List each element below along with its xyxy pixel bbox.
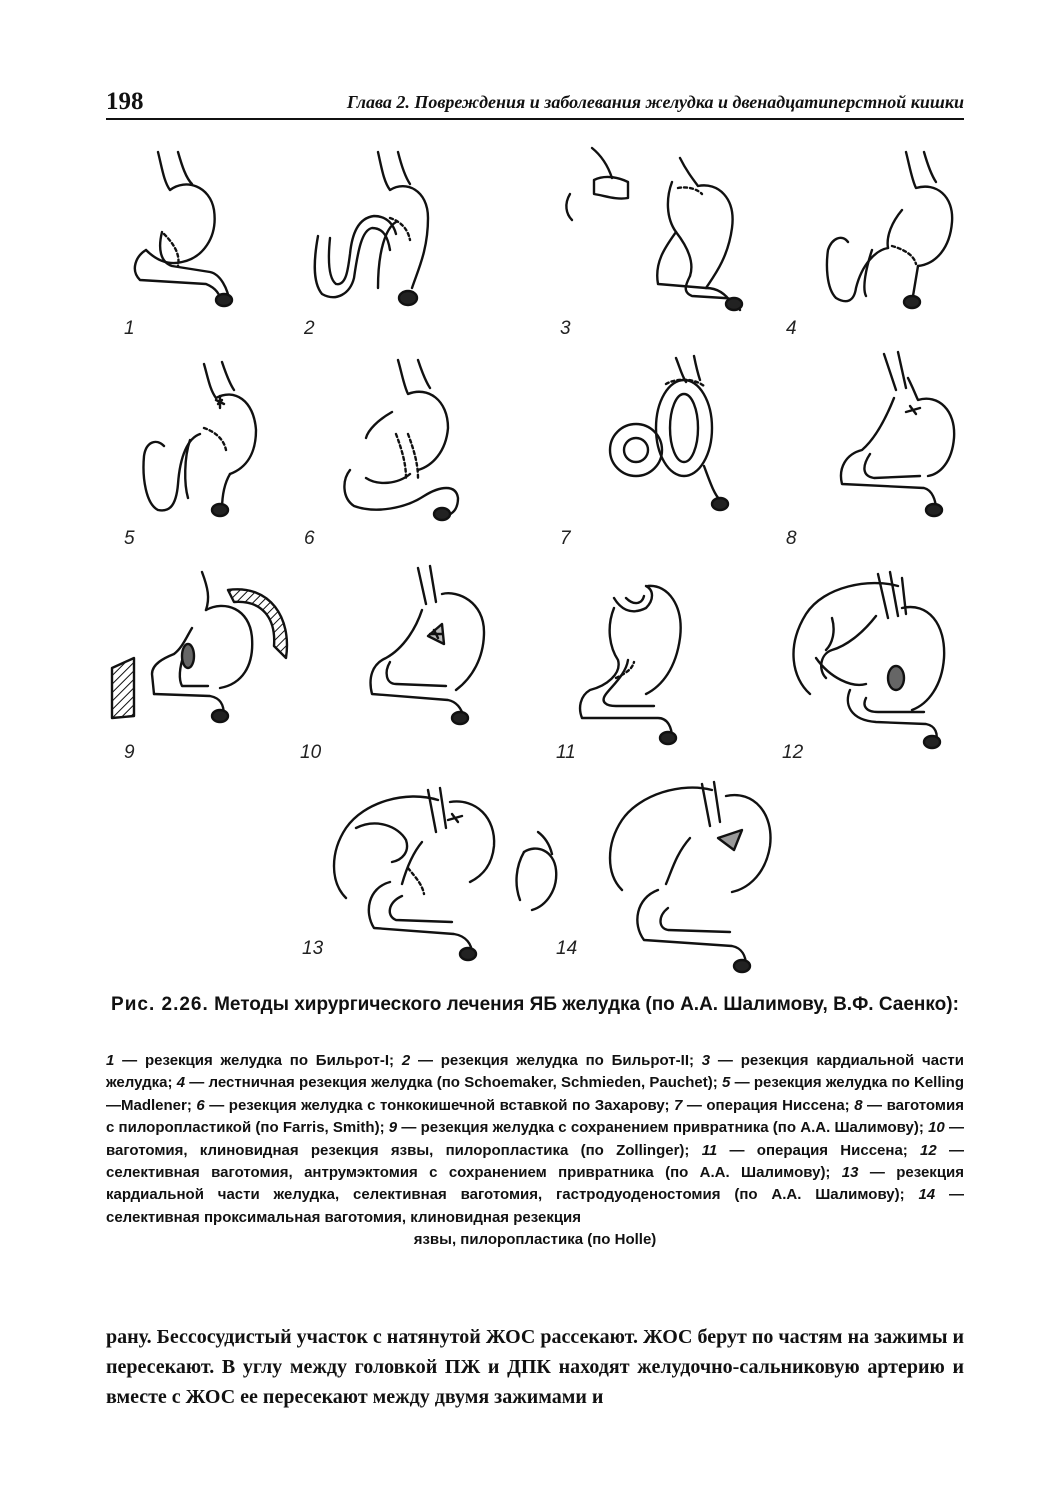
legend-item-number: 1 <box>106 1052 115 1069</box>
legend-item-text: резекция желудка с сохранением привратника (по А.А. Шалимову); <box>420 1119 924 1137</box>
legend-last-line: язвы, пилоропластика (по Holle) <box>413 1231 657 1249</box>
legend-item-text: резекция желудка по Kelling—Madlener; <box>106 1074 964 1114</box>
figure-label-4: 4 <box>786 318 797 339</box>
diagram-4 <box>827 152 952 308</box>
figure-legend <box>106 1050 964 1252</box>
figure-caption <box>106 993 964 1017</box>
figure-label-1: 1 <box>124 318 135 339</box>
figure-label-5: 5 <box>124 528 135 549</box>
legend-item: 4 — лестничная резекция желудка (по Schoemaker, Schmieden, Pauchet); <box>176 1074 718 1092</box>
diagram-5 <box>144 362 256 516</box>
figure-label-13: 13 <box>302 938 324 959</box>
figure-id: Рис. 2.26. <box>111 994 209 1015</box>
legend-item-number: 4 <box>176 1074 186 1092</box>
legend-item-text: операция Ниссена; <box>756 1141 908 1159</box>
diagram-12 <box>794 572 945 748</box>
legend-item-number: 12 <box>920 1141 937 1159</box>
figure-surgical-methods <box>106 138 970 978</box>
figure-label-9: 9 <box>124 742 135 763</box>
legend-item: 2 — резекция желудка по Бильрот-II; <box>401 1052 694 1069</box>
legend-item: 1 — резекция желудка по Бильрот-I; <box>106 1052 395 1069</box>
diagram-7 <box>610 356 728 510</box>
legend-item-number: 2 <box>401 1052 411 1069</box>
diagram-10 <box>371 566 484 724</box>
legend-item: 8 — ваготомия с пилоропластикой (по Farris, Smith); <box>106 1096 964 1137</box>
diagram-1 <box>135 152 232 306</box>
figure-label-6: 6 <box>304 528 315 549</box>
legend-item-number: 9 <box>388 1119 398 1137</box>
legend-item-text: резекция кардиальной части желудка; <box>106 1052 964 1092</box>
figure-title: Методы хирургического лечения ЯБ желудка (по А.А. Шалимову, В.Ф. Саенко): <box>214 994 959 1015</box>
figure-label-12: 12 <box>782 742 804 763</box>
body-paragraph: рану. Бессосудистый участок с натянутой ЖОС рассекают. ЖОС берут по частям на зажимы и пересекают. В углу между головкой ПЖ и ДПК находят желудочно-сальниковую артерию и вместе с ЖОС ее пересекают между двумя зажимами и <box>106 1326 964 1408</box>
figure-label-3: 3 <box>560 318 571 339</box>
figure-label-7: 7 <box>560 528 571 549</box>
legend-item: 10 — ваготомия, клиновидная резекция язвы, пилоропластика (по Zollinger); <box>106 1119 964 1159</box>
diagram-6 <box>344 360 458 520</box>
legend-item-text: резекция желудка по Бильрот-I; <box>144 1052 395 1069</box>
legend-item: 6 — резекция желудка с тонкокишечной вставкой по Захарову; <box>196 1096 670 1114</box>
legend-item-text: селективная ваготомия, антрумэктомия с сохранением привратника (по А.А. Шалимову); <box>106 1164 831 1182</box>
figure-label-14: 14 <box>556 938 578 959</box>
diagram-2 <box>315 152 428 305</box>
legend-item: 9 — резекция желудка с сохранением привратника (по А.А. Шалимову); <box>388 1119 924 1137</box>
legend-item-number: 6 <box>196 1096 205 1114</box>
legend-item-text: резекция желудка по Бильрот-II; <box>440 1052 694 1069</box>
diagram-14 <box>517 782 771 972</box>
legend-item: 13 — резекция кардиальной части желудка, селективная ваготомия, гастродуоденостомия (по А.А. Шалимову); <box>106 1164 965 1204</box>
legend-item-number: 11 <box>701 1141 718 1159</box>
page-number: 198 <box>106 88 144 115</box>
legend-items <box>106 1052 964 1226</box>
diagram-11 <box>580 586 681 744</box>
legend-item-text: селективная проксимальная ваготомия, клиновидная резекция <box>106 1208 582 1226</box>
figure-label-11: 11 <box>556 742 576 763</box>
legend-item-number: 7 <box>674 1096 683 1114</box>
legend-item-number: 14 <box>918 1186 936 1204</box>
diagram-13 <box>334 788 494 960</box>
legend-item-number: 13 <box>841 1164 859 1182</box>
legend-item: 3 — резекция кардиальной части желудка; <box>106 1052 964 1092</box>
legend-item-number: 10 <box>928 1119 945 1137</box>
figure-drawings <box>106 138 970 978</box>
legend-item: 7 — операция Ниссена; <box>674 1096 850 1114</box>
legend-item-number: 8 <box>854 1096 863 1114</box>
legend-item-number: 3 <box>701 1052 711 1069</box>
diagram-8 <box>841 352 954 516</box>
diagram-3 <box>566 148 742 310</box>
chapter-title: Глава 2. Повреждения и заболевания желудка и двенадцатиперстной кишки <box>346 92 964 112</box>
legend-item-text: резекция кардиальной части желудка, селективная ваготомия, гастродуоденостомия (по А.А. Шалимову); <box>106 1164 965 1204</box>
figure-label-10: 10 <box>300 742 322 763</box>
legend-item-text: операция Ниссена; <box>706 1096 850 1114</box>
page-header <box>106 88 964 120</box>
legend-item: 5 — резекция желудка по Kelling—Madlener; <box>106 1074 964 1114</box>
diagram-9 <box>112 572 287 722</box>
figure-label-8: 8 <box>786 528 797 549</box>
legend-item-number: 5 <box>722 1074 731 1092</box>
legend-item: 11 — операция Ниссена; <box>701 1141 908 1159</box>
legend-item-text: ваготомия, клиновидная резекция язвы, пилоропластика (по Zollinger); <box>106 1141 690 1159</box>
legend-item-text: ваготомия с пилоропластикой (по Farris, Smith); <box>106 1096 964 1137</box>
figure-label-2: 2 <box>304 318 315 339</box>
legend-item: 12 — селективная ваготомия, антрумэктомия с сохранением привратника (по А.А. Шалимову); <box>106 1141 964 1182</box>
legend-item: 14 — селективная проксимальная ваготомия, клиновидная резекция <box>106 1186 964 1226</box>
legend-item-text: резекция желудка с тонкокишечной вставкой по Захарову; <box>228 1096 670 1114</box>
legend-item-text: лестничная резекция желудка (по Schoemaker, Schmieden, Pauchet); <box>208 1074 718 1092</box>
